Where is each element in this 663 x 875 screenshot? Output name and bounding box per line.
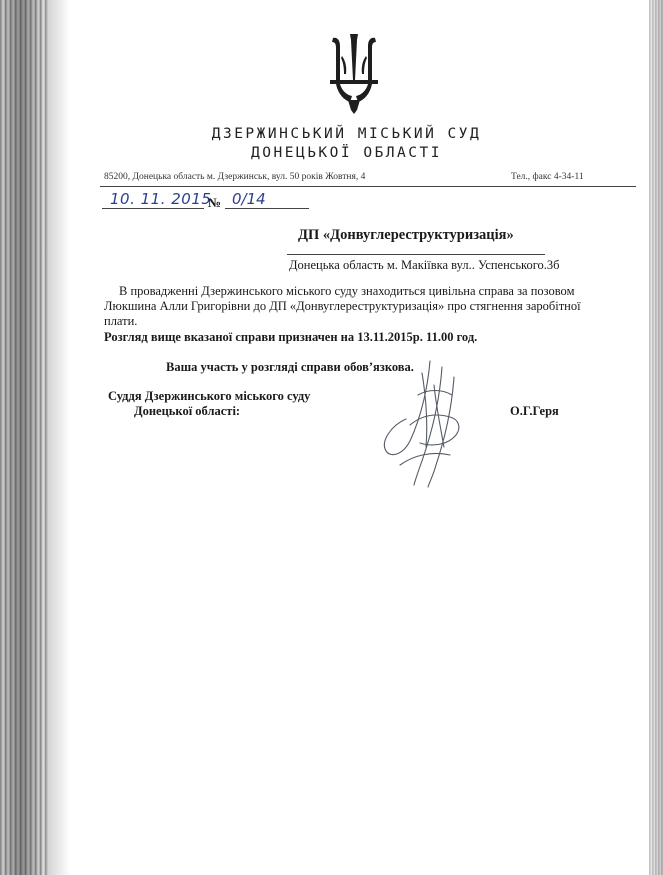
court-name-line1: ДЗЕРЖИНСЬКИЙ МІСЬКИЙ СУД	[211, 126, 482, 142]
date-underline	[102, 208, 204, 209]
body-paragraph-hearing: Розгляд вище вказаної справи призначен на 13.11.2015р. 11.00 год.	[104, 330, 478, 344]
recipient-address: Донецька область м. Макіївка вул.. Успенського.3б	[289, 258, 560, 272]
number-sign: №	[208, 195, 222, 210]
number-underline	[225, 208, 309, 209]
court-phone: Тел., факс 4-34-11	[511, 172, 584, 182]
recipient-name: ДП «Донвуглереструктуризація»	[298, 227, 514, 243]
court-name-line2: ДОНЕЦЬКОЇ ОБЛАСТІ	[251, 145, 442, 161]
judge-title-line1: Суддя Дзержинського міського суду	[108, 389, 311, 403]
judge-name: О.Г.Геря	[510, 404, 559, 418]
body-paragraph-case: В провадженні Дзержинського міського суду знаходиться цивільна справа за позовом Люкшина Алли Григорівни до ДП «Донвуглереструктуризація» про стягнення заробітної плати.	[104, 284, 581, 328]
judge-title-line2: Донецької області:	[134, 404, 241, 418]
letter-body	[104, 284, 606, 345]
trident-emblem-icon	[330, 34, 378, 114]
recipient-divider	[287, 254, 545, 255]
handwritten-date: 10. 11. 2015	[110, 190, 212, 208]
court-address: 85200, Донецька область м. Дзержинськ, вул. 50 років Жовтня, 4	[104, 172, 366, 182]
header-divider	[100, 186, 636, 187]
body-paragraph-attendance: Ваша участь у розгляді справи обов’язкова.	[166, 360, 414, 374]
handwritten-number: 0/14	[232, 190, 266, 208]
handwritten-signature	[370, 355, 480, 495]
